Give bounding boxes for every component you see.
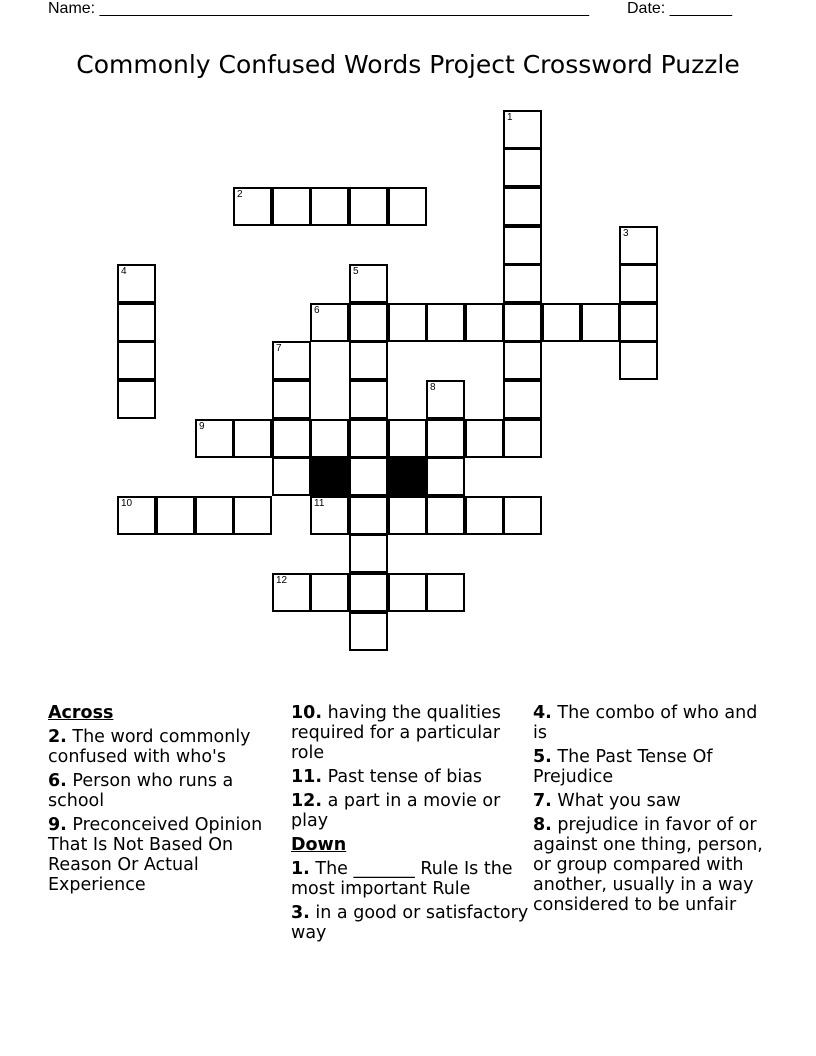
grid-cell[interactable]: [349, 534, 388, 573]
grid-cell[interactable]: [619, 264, 658, 303]
grid-cell[interactable]: [503, 110, 542, 149]
grid-cell[interactable]: [503, 380, 542, 419]
grid-cell[interactable]: [388, 496, 427, 535]
grid-cell[interactable]: [465, 419, 504, 458]
cell-number: 11: [314, 498, 325, 509]
clue-text: The Past Tense Of Prejudice: [533, 747, 713, 787]
clue-number: 5.: [533, 747, 552, 767]
grid-cell[interactable]: [503, 496, 542, 535]
grid-cell[interactable]: [349, 419, 388, 458]
grid-cell[interactable]: [542, 303, 581, 342]
grid-cell[interactable]: [117, 341, 156, 380]
grid-cell[interactable]: [503, 303, 542, 342]
grid-cell[interactable]: [310, 187, 349, 226]
grid-cell[interactable]: [349, 187, 388, 226]
grid-cell[interactable]: [503, 148, 542, 187]
grid-cell[interactable]: [503, 419, 542, 458]
clue-number: 7.: [533, 791, 552, 811]
cell-number: 2: [237, 189, 243, 200]
cell-number: 7: [276, 343, 282, 354]
clue-number: 3.: [291, 903, 310, 923]
grid-cell[interactable]: [117, 264, 156, 303]
grid-cell[interactable]: [388, 187, 427, 226]
grid-cell[interactable]: [349, 573, 388, 612]
grid-cell[interactable]: [349, 303, 388, 342]
grid-cell[interactable]: [272, 573, 311, 612]
grid-cell[interactable]: [426, 496, 465, 535]
clue-number: 12.: [291, 791, 323, 811]
clue-text: What you saw: [557, 791, 681, 811]
grid-cell[interactable]: [503, 226, 542, 265]
clue-text: Past tense of bias: [327, 767, 483, 787]
clue-across-2: [48, 727, 286, 767]
grid-cell[interactable]: [310, 419, 349, 458]
grid-cell[interactable]: [581, 303, 620, 342]
clue-down-8: [533, 815, 773, 915]
clue-number: 10.: [291, 703, 323, 723]
clue-text: The combo of who and is: [533, 703, 758, 743]
clue-number: 4.: [533, 703, 552, 723]
down-heading: Down: [291, 835, 347, 855]
grid-cell[interactable]: [349, 496, 388, 535]
grid-cell[interactable]: [349, 264, 388, 303]
grid-cell[interactable]: [310, 573, 349, 612]
cell-number: 12: [276, 575, 288, 586]
cell-number: 10: [121, 498, 133, 509]
grid-cell[interactable]: [503, 341, 542, 380]
grid-cell[interactable]: [117, 496, 156, 535]
black-square: [310, 457, 349, 496]
grid-cell[interactable]: [349, 380, 388, 419]
grid-cell[interactable]: [619, 341, 658, 380]
clue-number: 11.: [291, 767, 323, 787]
grid-cell[interactable]: [465, 496, 504, 535]
grid-cell[interactable]: [465, 303, 504, 342]
grid-cell[interactable]: [426, 303, 465, 342]
grid-cell[interactable]: [619, 226, 658, 265]
clue-down-3: [291, 903, 529, 943]
grid-cell[interactable]: [426, 573, 465, 612]
grid-cell[interactable]: [388, 303, 427, 342]
clue-text: Person who runs a school: [48, 771, 234, 811]
grid-cell[interactable]: [233, 187, 272, 226]
clue-text: having the qualities required for a particular role: [291, 703, 501, 763]
clue-across-10: [291, 703, 529, 763]
grid-cell[interactable]: [426, 457, 465, 496]
name-field[interactable]: Name: _______________________________________________________: [48, 0, 589, 17]
cell-number: 1: [507, 112, 513, 123]
clue-text: in a good or satisfactory way: [291, 903, 529, 943]
across-heading: Across: [48, 703, 114, 723]
clue-across-9: [48, 815, 286, 895]
cell-number: 9: [199, 421, 205, 432]
clue-column-2: [291, 703, 529, 947]
clue-text: a part in a movie or play: [291, 791, 501, 831]
grid-cell[interactable]: [426, 380, 465, 419]
clue-across-12: [291, 791, 529, 831]
clue-text: The _______ Rule Is the most important Rule: [291, 859, 513, 899]
grid-cell[interactable]: [272, 187, 311, 226]
clue-down-7: [533, 791, 773, 811]
grid-cell[interactable]: [349, 612, 388, 651]
grid-cell[interactable]: [349, 341, 388, 380]
grid-cell[interactable]: [233, 496, 272, 535]
clue-text: The word commonly confused with who's: [48, 727, 251, 767]
clue-number: 8.: [533, 815, 552, 835]
cell-number: 6: [314, 305, 320, 316]
grid-cell[interactable]: [117, 303, 156, 342]
grid-cell[interactable]: [272, 341, 311, 380]
clue-down-4: [533, 703, 773, 743]
grid-cell[interactable]: [388, 573, 427, 612]
cell-number: 4: [121, 266, 127, 277]
clue-number: 2.: [48, 727, 67, 747]
cell-number: 5: [353, 266, 359, 277]
clue-down-1: [291, 859, 529, 899]
cell-number: 3: [623, 228, 629, 239]
grid-cell[interactable]: [310, 303, 349, 342]
grid-cell[interactable]: [272, 457, 311, 496]
grid-cell[interactable]: [619, 303, 658, 342]
clue-text: prejudice in favor of or against one thing, person, or group compared with another, usually in a way considered to be unfair: [533, 815, 763, 915]
black-square: [388, 457, 427, 496]
page-title: Commonly Confused Words Project Crossword Puzzle: [76, 50, 740, 79]
grid-cell[interactable]: [310, 496, 349, 535]
clue-across-6: [48, 771, 286, 811]
grid-cell[interactable]: [388, 419, 427, 458]
clue-text: Preconceived Opinion That Is Not Based On Reason Or Actual Experience: [48, 815, 263, 895]
grid-cell[interactable]: [117, 380, 156, 419]
clue-number: 9.: [48, 815, 67, 835]
date-field[interactable]: Date: _______: [627, 0, 732, 17]
grid-cell[interactable]: [349, 457, 388, 496]
grid-cell[interactable]: [503, 264, 542, 303]
grid-cell[interactable]: [156, 496, 195, 535]
clue-number: 1.: [291, 859, 310, 879]
clue-column-1: [48, 703, 286, 899]
grid-cell[interactable]: [272, 380, 311, 419]
clue-down-5: [533, 747, 773, 787]
cell-number: 8: [430, 382, 436, 393]
clue-number: 6.: [48, 771, 67, 791]
grid-cell[interactable]: [503, 187, 542, 226]
clue-across-11: [291, 767, 529, 787]
grid-cell[interactable]: [233, 419, 272, 458]
clue-column-3: [533, 703, 773, 919]
grid-cell[interactable]: [426, 419, 465, 458]
grid-cell[interactable]: [195, 419, 234, 458]
grid-cell[interactable]: [272, 419, 311, 458]
grid-cell[interactable]: [195, 496, 234, 535]
